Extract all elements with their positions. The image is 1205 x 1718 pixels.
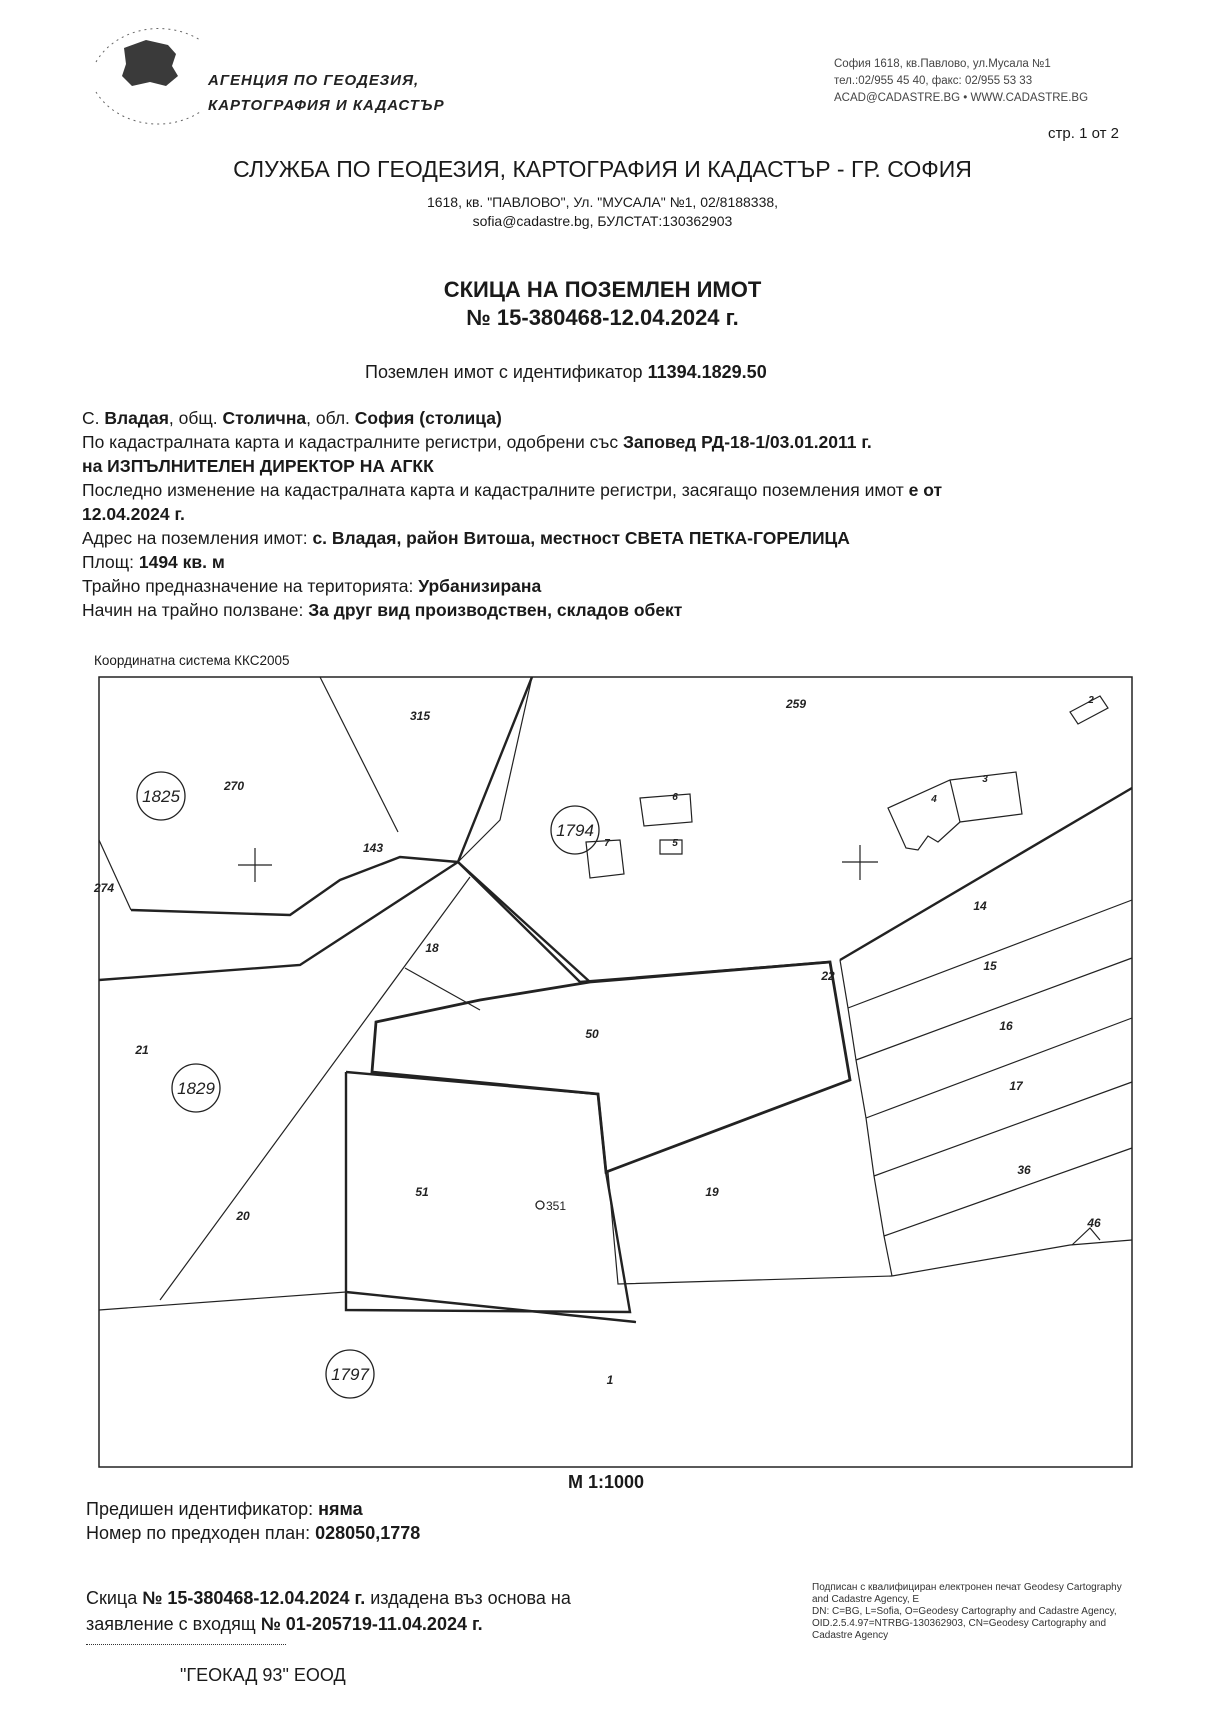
purpose-line <box>82 576 541 597</box>
last-change-suffix: е от <box>908 480 943 500</box>
service-address: 1618, кв. "ПАВЛОВО", Ул. "МУСАЛА" №1, 02/8188338, <box>426 194 779 210</box>
address-label: Адрес на поземления имот: <box>82 528 308 548</box>
approval-order: Заповед РД-18-1/03.01.2011 г. <box>622 432 872 452</box>
block-number: 1829 <box>177 1079 215 1098</box>
survey-point-icon <box>536 1201 544 1209</box>
sketch-number: № 15-380468-12.04.2024 г. <box>142 1588 366 1608</box>
main-boundaries <box>99 677 1132 1322</box>
municipality-prefix: , общ. <box>168 408 218 428</box>
page-number: стр. 1 от 2 <box>1048 125 1119 142</box>
approval-text: По кадастралната карта и кадастралните регистри, одобрени със <box>82 432 619 452</box>
village: Владая <box>104 408 169 428</box>
approval-line <box>82 432 872 453</box>
parcel-label: 274 <box>93 881 115 895</box>
parcel-boundaries <box>99 677 1132 1310</box>
parcel-label: 270 <box>223 779 245 793</box>
building-label: 2 <box>1088 695 1094 706</box>
sketch-prefix: Скица <box>86 1588 138 1608</box>
parcel-label: 21 <box>135 1043 149 1057</box>
last-change-date: 12.04.2024 г. <box>82 504 185 524</box>
place-prefix: С. <box>82 408 100 428</box>
approver: на ИЗПЪЛНИТЕЛЕН ДИРЕКТОР НА АГКК <box>82 456 434 476</box>
usage-value: За друг вид производствен, складов обект <box>308 600 683 620</box>
esignature-line3: DN: C=BG, L=Sofia, O=Geodesy Cartography and Cadastre Agency, <box>812 1606 1117 1617</box>
previous-id-line <box>86 1499 363 1520</box>
agency-logo <box>96 29 200 125</box>
map-scale: М 1:1000 <box>568 1472 645 1492</box>
agency-name-line2: КАРТОГРАФИЯ И КАДАСТЪР <box>208 97 445 114</box>
document-title: СКИЦА НА ПОЗЕМЛЕН ИМОТ <box>443 277 762 302</box>
sketch-middle: издадена въз основа на <box>370 1588 571 1608</box>
building-label: 7 <box>604 838 610 849</box>
location-line <box>82 408 502 429</box>
parcel-label: 36 <box>1017 1163 1031 1177</box>
building-label: 4 <box>931 794 937 805</box>
area-line <box>82 552 225 573</box>
esignature-line1: Подписан с квалифициран електронен печат Geodesy Cartography <box>812 1582 1122 1593</box>
application-line <box>86 1614 483 1635</box>
last-change-text: Последно изменение на кадастралната карта и кадастралните регистри, засягащо поземления имот <box>82 480 904 500</box>
coordinate-system: Координатна система ККС2005 <box>94 653 290 668</box>
esignature-line2: and Cadastre Agency, E <box>812 1594 920 1605</box>
parcel-label: 20 <box>236 1209 250 1223</box>
application-prefix: заявление с входящ <box>86 1614 256 1634</box>
identifier-line <box>365 362 767 383</box>
previous-id-label: Предишен идентификатор: <box>86 1499 314 1519</box>
parcel-label: 51 <box>415 1185 429 1199</box>
service-title: СЛУЖБА ПО ГЕОДЕЗИЯ, КАРТОГРАФИЯ И КАДАСТЪР - ГР. СОФИЯ <box>233 156 972 182</box>
previous-plan-value: 028050,1778 <box>315 1523 421 1543</box>
agency-contact-address: София 1618, кв.Павлово, ул.Мусала №1 <box>834 58 1051 70</box>
parcel-label: 143 <box>362 841 384 855</box>
parcel-label: 315 <box>409 709 431 723</box>
parcel-label: 15 <box>983 959 997 973</box>
usage-label: Начин на трайно ползване: <box>82 600 304 620</box>
region: София (столица) <box>354 408 502 428</box>
map-frame <box>99 677 1132 1467</box>
document-number: № 15-380468-12.04.2024 г. <box>466 305 739 330</box>
application-number: № 01-205719-11.04.2024 г. <box>260 1614 483 1634</box>
agency-contact-web: ACAD@CADASTRE.BG • WWW.CADASTRE.BG <box>834 92 1089 104</box>
building-label: 6 <box>672 792 678 803</box>
area-value: 1494 кв. м <box>138 552 225 572</box>
parcel-label: 18 <box>425 941 439 955</box>
purpose-value: Урбанизирана <box>418 576 542 596</box>
area-label: Площ: <box>82 552 134 572</box>
agency-contact-phone: тел.:02/955 45 40, факс: 02/955 53 33 <box>834 75 1033 87</box>
address-value: с. Владая, район Витоша, местност СВЕТА ПЕТКА-ГОРЕЛИЦА <box>312 528 850 548</box>
parcel-label: 50 <box>585 1027 599 1041</box>
region-prefix: , обл. <box>306 408 350 428</box>
service-contact: sofia@cadastre.bg, БУЛСТАТ:130362903 <box>472 213 733 229</box>
parcel-label: 14 <box>973 899 987 913</box>
identifier-label: Поземлен имот с идентификатор <box>365 362 643 382</box>
municipality: Столична <box>222 408 307 428</box>
sketch-issued-line <box>86 1588 571 1609</box>
usage-line <box>82 600 682 621</box>
parcel-label: 19 <box>705 1185 719 1199</box>
previous-plan-label: Номер по предходен план: <box>86 1523 311 1543</box>
survey-point-label: 351 <box>546 1199 567 1213</box>
previous-id-value: няма <box>318 1499 363 1519</box>
agency-name-line1: АГЕНЦИЯ ПО ГЕОДЕЗИЯ, <box>208 72 420 89</box>
parcel-labels <box>93 695 1101 1387</box>
block-number: 1794 <box>556 821 594 840</box>
previous-plan-line <box>86 1523 420 1544</box>
esignature-line4: OID.2.5.4.97=NTRBG-130362903, CN=Geodesy Cartography and <box>812 1618 1107 1629</box>
parcel-label: 259 <box>785 697 807 711</box>
block-number: 1825 <box>142 787 180 806</box>
parcel-label: 22 <box>821 969 835 983</box>
parcel-label: 17 <box>1009 1079 1023 1093</box>
parcel-label: 46 <box>1087 1216 1101 1230</box>
block-number: 1797 <box>331 1365 369 1384</box>
approver-line <box>82 456 434 477</box>
address-line <box>82 528 850 549</box>
esignature-line5: Cadastre Agency <box>812 1630 889 1641</box>
purpose-label: Трайно предназначение на територията: <box>82 576 414 596</box>
building-label: 3 <box>982 774 988 785</box>
identifier-value: 11394.1829.50 <box>647 362 767 382</box>
company-name: "ГЕОКАД 93" ЕООД <box>180 1665 346 1685</box>
signature-dotted-line <box>86 1644 286 1645</box>
last-change-line <box>82 480 942 501</box>
last-change-date-line <box>82 504 185 525</box>
parcel-label: 1 <box>606 1373 614 1387</box>
building-label: 5 <box>672 838 678 849</box>
parcel-label: 16 <box>999 1019 1013 1033</box>
